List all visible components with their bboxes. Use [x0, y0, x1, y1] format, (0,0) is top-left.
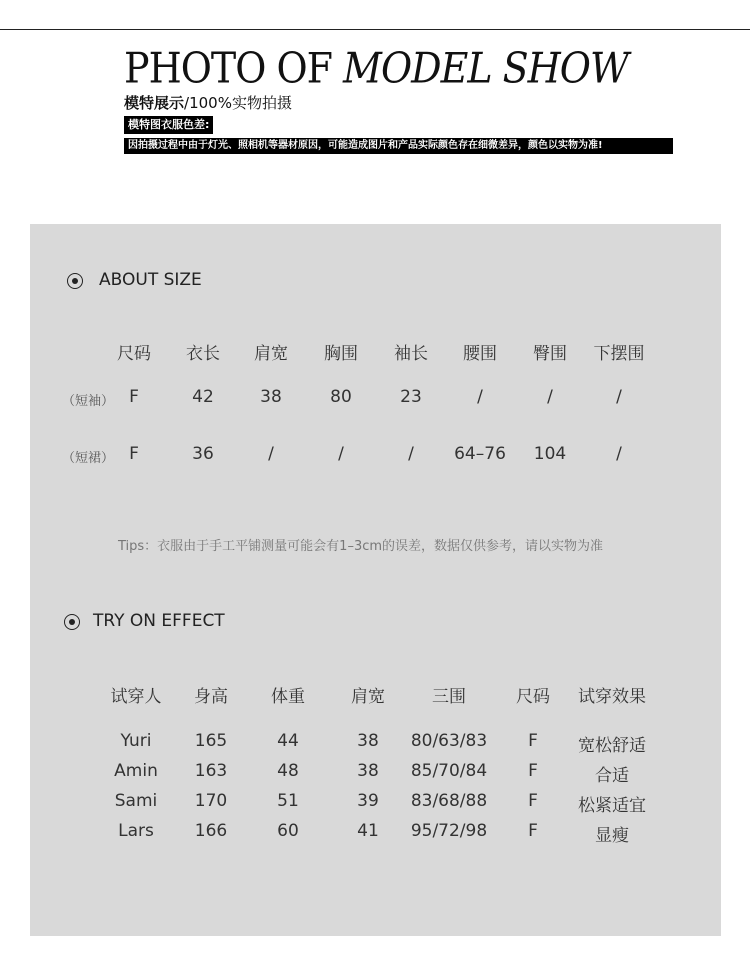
size-header-cell: 下摆围 — [593, 344, 645, 364]
size-cell: 36 — [192, 444, 214, 464]
tryon-cell: 166 — [194, 821, 228, 841]
color-tag: 模特图衣服色差: — [124, 116, 213, 134]
size-header-cell: 衣长 — [186, 344, 220, 364]
tryon-cell: 95/72/98 — [410, 821, 488, 841]
tryon-header-cell: 试穿效果 — [578, 687, 646, 707]
tryon-header-cell: 身高 — [194, 687, 228, 707]
size-header-cell: 胸围 — [324, 344, 358, 364]
size-header-cell: 臀围 — [533, 344, 567, 364]
tryon-cell: F — [528, 791, 538, 811]
tryon-cell: 显瘦 — [595, 826, 629, 846]
tryon-cell: 松紧适宜 — [578, 796, 646, 816]
size-header-cell: 肩宽 — [254, 344, 288, 364]
size-header-cell: 尺码 — [117, 344, 151, 364]
radio-icon — [67, 273, 83, 289]
tryon-cell: 163 — [194, 761, 228, 781]
tryon-header-cell: 体重 — [271, 687, 305, 707]
tryon-header-cell: 试穿人 — [110, 687, 162, 707]
tryon-cell: 51 — [277, 791, 299, 811]
tryon-cell: 83/68/88 — [410, 791, 488, 811]
tryon-header-cell: 三围 — [432, 687, 466, 707]
size-cell: / — [408, 444, 414, 464]
tryon-cell: 合适 — [595, 766, 629, 786]
size-header-cell: 袖长 — [394, 344, 428, 364]
size-cell: / — [477, 387, 483, 407]
tryon-cell: Sami — [114, 791, 158, 811]
tryon-cell: 宽松舒适 — [578, 736, 646, 756]
size-cell: / — [547, 387, 553, 407]
tryon-cell: 44 — [277, 731, 299, 751]
tryon-cell: 41 — [357, 821, 379, 841]
tryon-cell: 85/70/84 — [410, 761, 488, 781]
size-cell: F — [129, 387, 139, 407]
tryon-cell: 170 — [194, 791, 228, 811]
tryon-cell: Lars — [118, 821, 154, 841]
tryon-cell: 80/63/83 — [410, 731, 488, 751]
tryon-cell: 38 — [357, 731, 379, 751]
size-header-cell: 腰围 — [463, 344, 497, 364]
color-note: 因拍摄过程中由于灯光、照相机等器材原因，可能造成图片和产品实际颜色存在细微差异，颜色以实物为准! — [124, 138, 673, 154]
tryon-header-cell: 尺码 — [516, 687, 550, 707]
tryon-section-title: TRY ON EFFECT — [93, 611, 225, 631]
top-divider — [0, 29, 750, 30]
size-cell: 104 — [533, 444, 567, 464]
size-cell: 23 — [400, 387, 422, 407]
size-cell: 64–76 — [454, 444, 506, 464]
tryon-cell: F — [528, 731, 538, 751]
size-cell: / — [616, 387, 622, 407]
size-cell: 38 — [260, 387, 282, 407]
size-row-label: （短裙） — [62, 451, 115, 466]
tryon-cell: Yuri — [120, 731, 152, 751]
tryon-header-cell: 肩宽 — [351, 687, 385, 707]
size-cell: / — [616, 444, 622, 464]
subtitle-rest: /100%实物拍摄 — [184, 94, 292, 112]
tryon-cell: 39 — [357, 791, 379, 811]
tryon-cell: F — [528, 761, 538, 781]
tryon-cell: 48 — [277, 761, 299, 781]
page-title — [124, 37, 628, 99]
title-plain: PHOTO OF — [124, 43, 344, 93]
size-tips: Tips：衣服由于手工平铺测量可能会有1–3cm的误差，数据仅供参考，请以实物为准 — [118, 539, 604, 554]
tryon-cell: 38 — [357, 761, 379, 781]
radio-icon — [64, 614, 80, 630]
subtitle-bold: 模特展示 — [124, 94, 185, 112]
tryon-cell: 60 — [277, 821, 299, 841]
size-cell: 42 — [192, 387, 214, 407]
tryon-cell: F — [528, 821, 538, 841]
size-section-title: ABOUT SIZE — [99, 270, 202, 290]
size-cell: / — [268, 444, 274, 464]
subtitle — [124, 92, 292, 113]
size-cell: F — [129, 444, 139, 464]
size-cell: / — [338, 444, 344, 464]
tryon-cell: 165 — [194, 731, 228, 751]
size-row-label: （短袖） — [62, 394, 115, 409]
tryon-cell: Amin — [114, 761, 158, 781]
size-cell: 80 — [330, 387, 352, 407]
title-italic: MODEL SHOW — [343, 43, 629, 93]
